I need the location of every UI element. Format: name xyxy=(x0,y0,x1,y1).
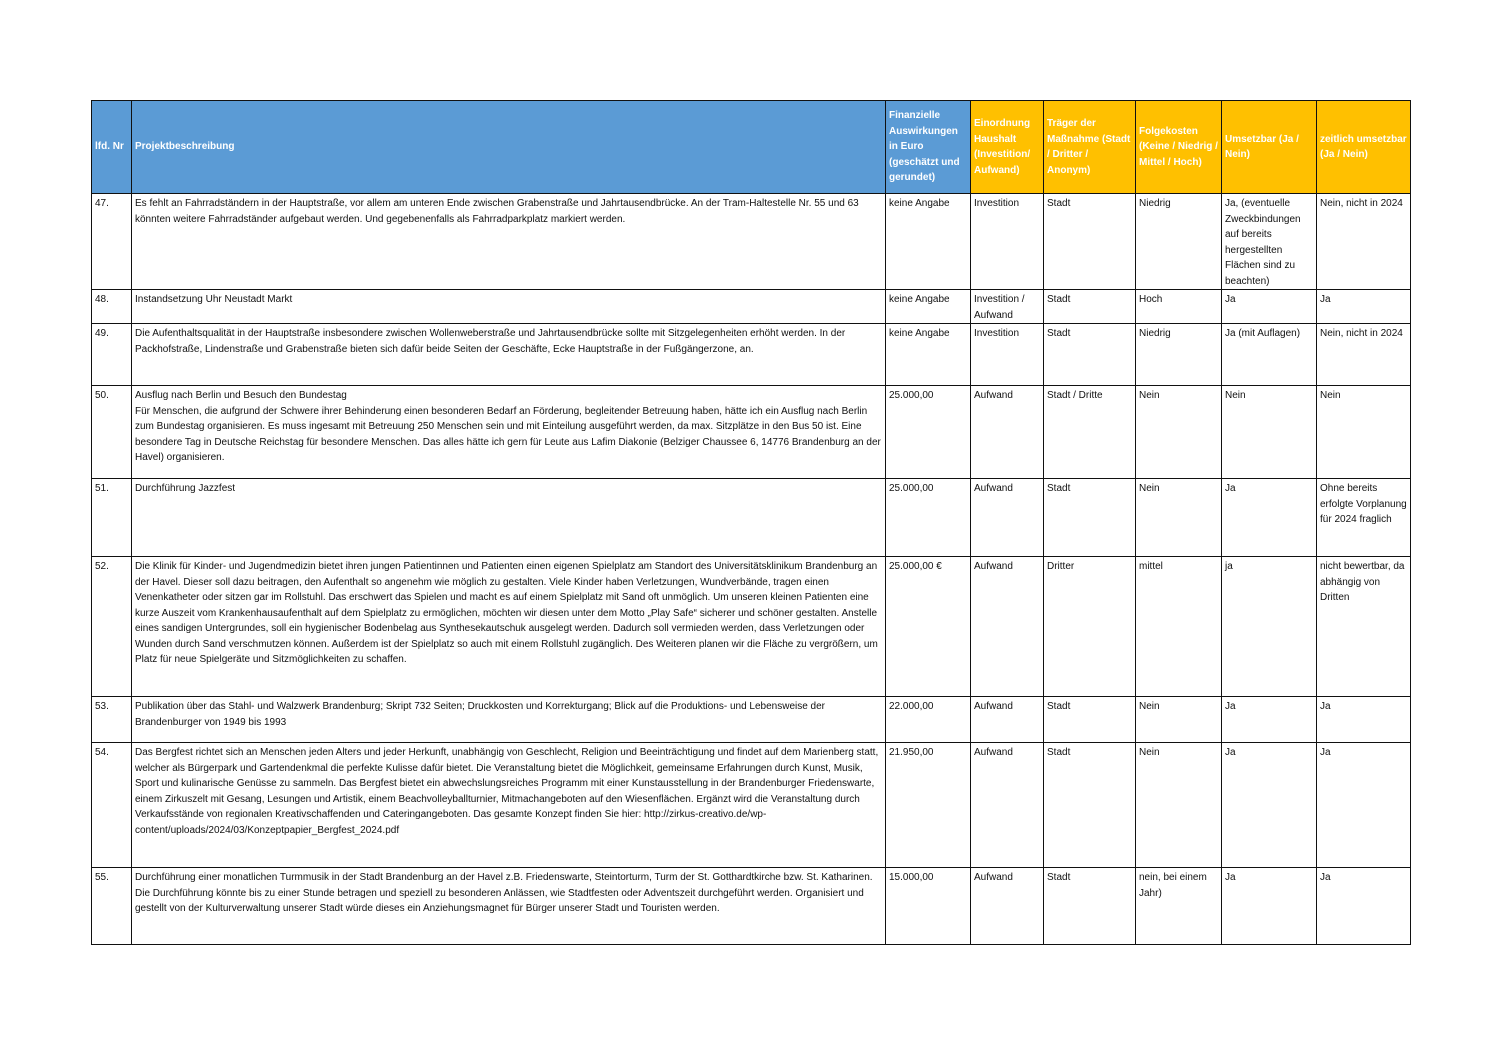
cell-beschreibung: Es fehlt an Fahrradständern in der Hauptstraße, vor allem am unteren Ende zwischen Grabenstraße und Jahrtausendbrücke. An der Tram-Haltestelle Nr. 55 und 63 könnten weitere Fahrradständer aufgebaut werden. Und gegebenenfalls als Fahrradparkplatz markiert werden. xyxy=(132,194,886,290)
table-header-row xyxy=(92,101,1411,194)
document-page xyxy=(91,100,1410,945)
cell-einordnung: Aufwand xyxy=(971,386,1044,479)
cell-folgekosten: mittel xyxy=(1136,557,1222,697)
table-row xyxy=(92,868,1411,945)
header-umsetzbar: Umsetzbar (Ja / Nein) xyxy=(1222,101,1317,194)
cell-zeitlich: Nein xyxy=(1317,386,1411,479)
cell-zeitlich: Nein, nicht in 2024 xyxy=(1317,324,1411,386)
cell-folgekosten: Nein xyxy=(1136,479,1222,557)
cell-umsetzbar: Ja xyxy=(1222,743,1317,868)
cell-einordnung: Aufwand xyxy=(971,479,1044,557)
cell-finanz: keine Angabe xyxy=(886,194,971,290)
cell-folgekosten: Nein xyxy=(1136,743,1222,868)
header-beschreibung: Projektbeschreibung xyxy=(132,101,886,194)
projects-table xyxy=(91,100,1411,945)
cell-beschreibung: Durchführung einer monatlichen Turmmusik in der Stadt Brandenburg an der Havel z.B. Friedenswarte, Steintorturm, Turm der St. Gotthardtkirche bzw. St. Katharinen. Die Durchführung könnte bis zu einer Stunde betragen und speziell zu besonderen Anlässen, wie Stadtfesten oder Adventszeit durchgeführt werden. Organisiert und gestellt von der Kulturverwaltung unserer Stadt würde dieses ein Anziehungsmagnet für Bürger unserer Stadt und Touristen werden. xyxy=(132,868,886,945)
cell-zeitlich: Ja xyxy=(1317,290,1411,324)
cell-traeger: Stadt xyxy=(1044,697,1136,743)
cell-folgekosten: Hoch xyxy=(1136,290,1222,324)
cell-einordnung: Aufwand xyxy=(971,697,1044,743)
cell-zeitlich: nicht bewertbar, da abhängig von Dritten xyxy=(1317,557,1411,697)
cell-einordnung: Investition xyxy=(971,324,1044,386)
cell-einordnung: Investition / Aufwand xyxy=(971,290,1044,324)
cell-folgekosten: Nein xyxy=(1136,386,1222,479)
cell-nr: 52. xyxy=(92,557,132,697)
cell-einordnung: Aufwand xyxy=(971,868,1044,945)
cell-folgekosten: Niedrig xyxy=(1136,194,1222,290)
cell-umsetzbar: Ja xyxy=(1222,290,1317,324)
cell-nr: 54. xyxy=(92,743,132,868)
cell-finanz: 25.000,00 xyxy=(886,386,971,479)
cell-folgekosten: nein, bei einem Jahr) xyxy=(1136,868,1222,945)
cell-umsetzbar: Ja, (eventuelle Zweckbindungen auf bereits hergestellten Flächen sind zu beachten) xyxy=(1222,194,1317,290)
cell-nr: 50. xyxy=(92,386,132,479)
cell-nr: 47. xyxy=(92,194,132,290)
table-row xyxy=(92,557,1411,697)
cell-einordnung: Aufwand xyxy=(971,557,1044,697)
cell-folgekosten: Niedrig xyxy=(1136,324,1222,386)
cell-nr: 49. xyxy=(92,324,132,386)
cell-nr: 51. xyxy=(92,479,132,557)
cell-traeger: Stadt xyxy=(1044,324,1136,386)
cell-zeitlich: Ja xyxy=(1317,697,1411,743)
table-row xyxy=(92,324,1411,386)
cell-beschreibung: Die Klinik für Kinder- und Jugendmedizin bietet ihren jungen Patientinnen und Patienten einen eigenen Spielplatz am Standort des Universitätsklinikum Brandenburg an der Havel. Dieser soll dazu beitragen, den Aufenthalt so angenehm wie möglich zu gestalten. Viele Kinder haben Verletzungen, Wundverbände, tragen einen Venenkatheter oder sitzen gar im Rollstuhl. Das erschwert das Spielen und macht es auf einem Spielplatz mit Sand oft unmöglich. Um unseren kleinen Patienten eine kurze Auszeit vom Krankenhausaufenthalt auf dem Spielplatz zu ermöglichen, möchten wir diesen unter dem Motto „Play Safe“ sicherer und schöner gestalten. Anstelle eines sandigen Untergrundes, soll ein hygienischer Bodenbelag aus Synthesekautschuk ausgelegt werden. Dadurch soll vermieden werden, dass Verletzungen oder Wunden durch Sand verschmutzen können. Außerdem ist der Spielplatz so auch mit einem Rollstuhl zugänglich. Des Weiteren planen wir die Fläche zu vergrößern, um Platz für neue Spielgeräte und Sitzmöglichkeiten zu schaffen. xyxy=(132,557,886,697)
cell-umsetzbar: Ja (mit Auflagen) xyxy=(1222,324,1317,386)
header-einordnung: Einordnung Haushalt (Investition/ Aufwand) xyxy=(971,101,1044,194)
cell-umsetzbar: Ja xyxy=(1222,479,1317,557)
cell-finanz: keine Angabe xyxy=(886,324,971,386)
cell-folgekosten: Nein xyxy=(1136,697,1222,743)
header-nr: lfd. Nr xyxy=(92,101,132,194)
cell-traeger: Stadt / Dritte xyxy=(1044,386,1136,479)
cell-nr: 55. xyxy=(92,868,132,945)
cell-einordnung: Aufwand xyxy=(971,743,1044,868)
table-row xyxy=(92,194,1411,290)
cell-traeger: Stadt xyxy=(1044,479,1136,557)
table-row xyxy=(92,290,1411,324)
header-folgekosten: Folgekosten (Keine / Niedrig / Mittel / Hoch) xyxy=(1136,101,1222,194)
cell-umsetzbar: Ja xyxy=(1222,868,1317,945)
cell-finanz: keine Angabe xyxy=(886,290,971,324)
cell-beschreibung: Publikation über das Stahl- und Walzwerk Brandenburg; Skript 732 Seiten; Druckkosten und Korrekturgang; Blick auf die Produktions- und Lebensweise der Brandenburger von 1949 bis 1993 xyxy=(132,697,886,743)
cell-traeger: Stadt xyxy=(1044,194,1136,290)
cell-traeger: Stadt xyxy=(1044,868,1136,945)
cell-finanz: 25.000,00 xyxy=(886,479,971,557)
cell-beschreibung: Ausflug nach Berlin und Besuch den Bundestag Für Menschen, die aufgrund der Schwere ihrer Behinderung einen besonderen Bedarf an Förderung, begleitender Betreuung haben, hätte ich ein Ausflug nach Berlin zum Bundestag organisieren. Es muss ingesamt mit Betreuung 250 Menschen sein und mit Einteilung ausgeführt werden, da max. Sitzplätze in den Bus 50 ist. Eine besondere Tag in Deutsche Reichstag für besondere Menschen. Das alles hätte ich gern für Leute aus Lafim Diakonie (Belziger Chaussee 6, 14776 Brandenburg an der Havel) organisieren. xyxy=(132,386,886,479)
table-row xyxy=(92,743,1411,868)
table-row xyxy=(92,697,1411,743)
cell-einordnung: Investition xyxy=(971,194,1044,290)
cell-finanz: 25.000,00 € xyxy=(886,557,971,697)
table-row xyxy=(92,386,1411,479)
cell-zeitlich: Nein, nicht in 2024 xyxy=(1317,194,1411,290)
cell-finanz: 15.000,00 xyxy=(886,868,971,945)
header-traeger: Träger der Maßnahme (Stadt / Dritter / Anonym) xyxy=(1044,101,1136,194)
cell-beschreibung: Das Bergfest richtet sich an Menschen jeden Alters und jeder Herkunft, unabhängig von Geschlecht, Religion und Beeinträchtigung und findet auf dem Marienberg statt, welcher als Bürgerpark und Gartendenkmal die perfekte Kulisse dafür bietet. Die Veranstaltung bietet die Möglichkeit, gemeinsame Erfahrungen durch Kunst, Musik, Sport und kulinarische Genüsse zu sammeln. Das Bergfest bietet ein abwechslungsreiches Programm mit einer Kunstausstellung in der Brandenburger Friedenswarte, einem Zirkuszelt mit Gesang, Lesungen und Artistik, einem Beachvolleyballturnier, Mitmachangeboten auf den Wiesenflächen. Ergänzt wird die Veranstaltung durch Verkaufsstände von regionalen Kreativschaffenden und Cateringangeboten. Das gesamte Konzept finden Sie hier: http://zirkus-creativo.de/wp-content/uploads/2024/03/Konzeptpapier_Bergfest_2024.pdf xyxy=(132,743,886,868)
cell-nr: 48. xyxy=(92,290,132,324)
cell-zeitlich: Ja xyxy=(1317,868,1411,945)
cell-finanz: 22.000,00 xyxy=(886,697,971,743)
cell-zeitlich: Ja xyxy=(1317,743,1411,868)
cell-nr: 53. xyxy=(92,697,132,743)
cell-traeger: Dritter xyxy=(1044,557,1136,697)
table-row xyxy=(92,479,1411,557)
header-zeitlich: zeitlich umsetzbar (Ja / Nein) xyxy=(1317,101,1411,194)
cell-traeger: Stadt xyxy=(1044,290,1136,324)
cell-umsetzbar: Ja xyxy=(1222,697,1317,743)
cell-finanz: 21.950,00 xyxy=(886,743,971,868)
header-finanz: Finanzielle Auswirkungen in Euro (geschätzt und gerundet) xyxy=(886,101,971,194)
cell-beschreibung: Durchführung Jazzfest xyxy=(132,479,886,557)
cell-beschreibung: Die Aufenthaltsqualität in der Hauptstraße insbesondere zwischen Wollenweberstraße und Jahrtausendbrücke sollte mit Sitzgelegenheiten erhöht werden. In der Packhofstraße, Lindenstraße und Grabenstraße bieten sich dafür beide Seiten der Geschäfte, Ecke Hauptstraße in der Fußgängerzone, an. xyxy=(132,324,886,386)
cell-beschreibung: Instandsetzung Uhr Neustadt Markt xyxy=(132,290,886,324)
cell-zeitlich: Ohne bereits erfolgte Vorplanung für 2024 fraglich xyxy=(1317,479,1411,557)
cell-umsetzbar: ja xyxy=(1222,557,1317,697)
cell-umsetzbar: Nein xyxy=(1222,386,1317,479)
cell-traeger: Stadt xyxy=(1044,743,1136,868)
